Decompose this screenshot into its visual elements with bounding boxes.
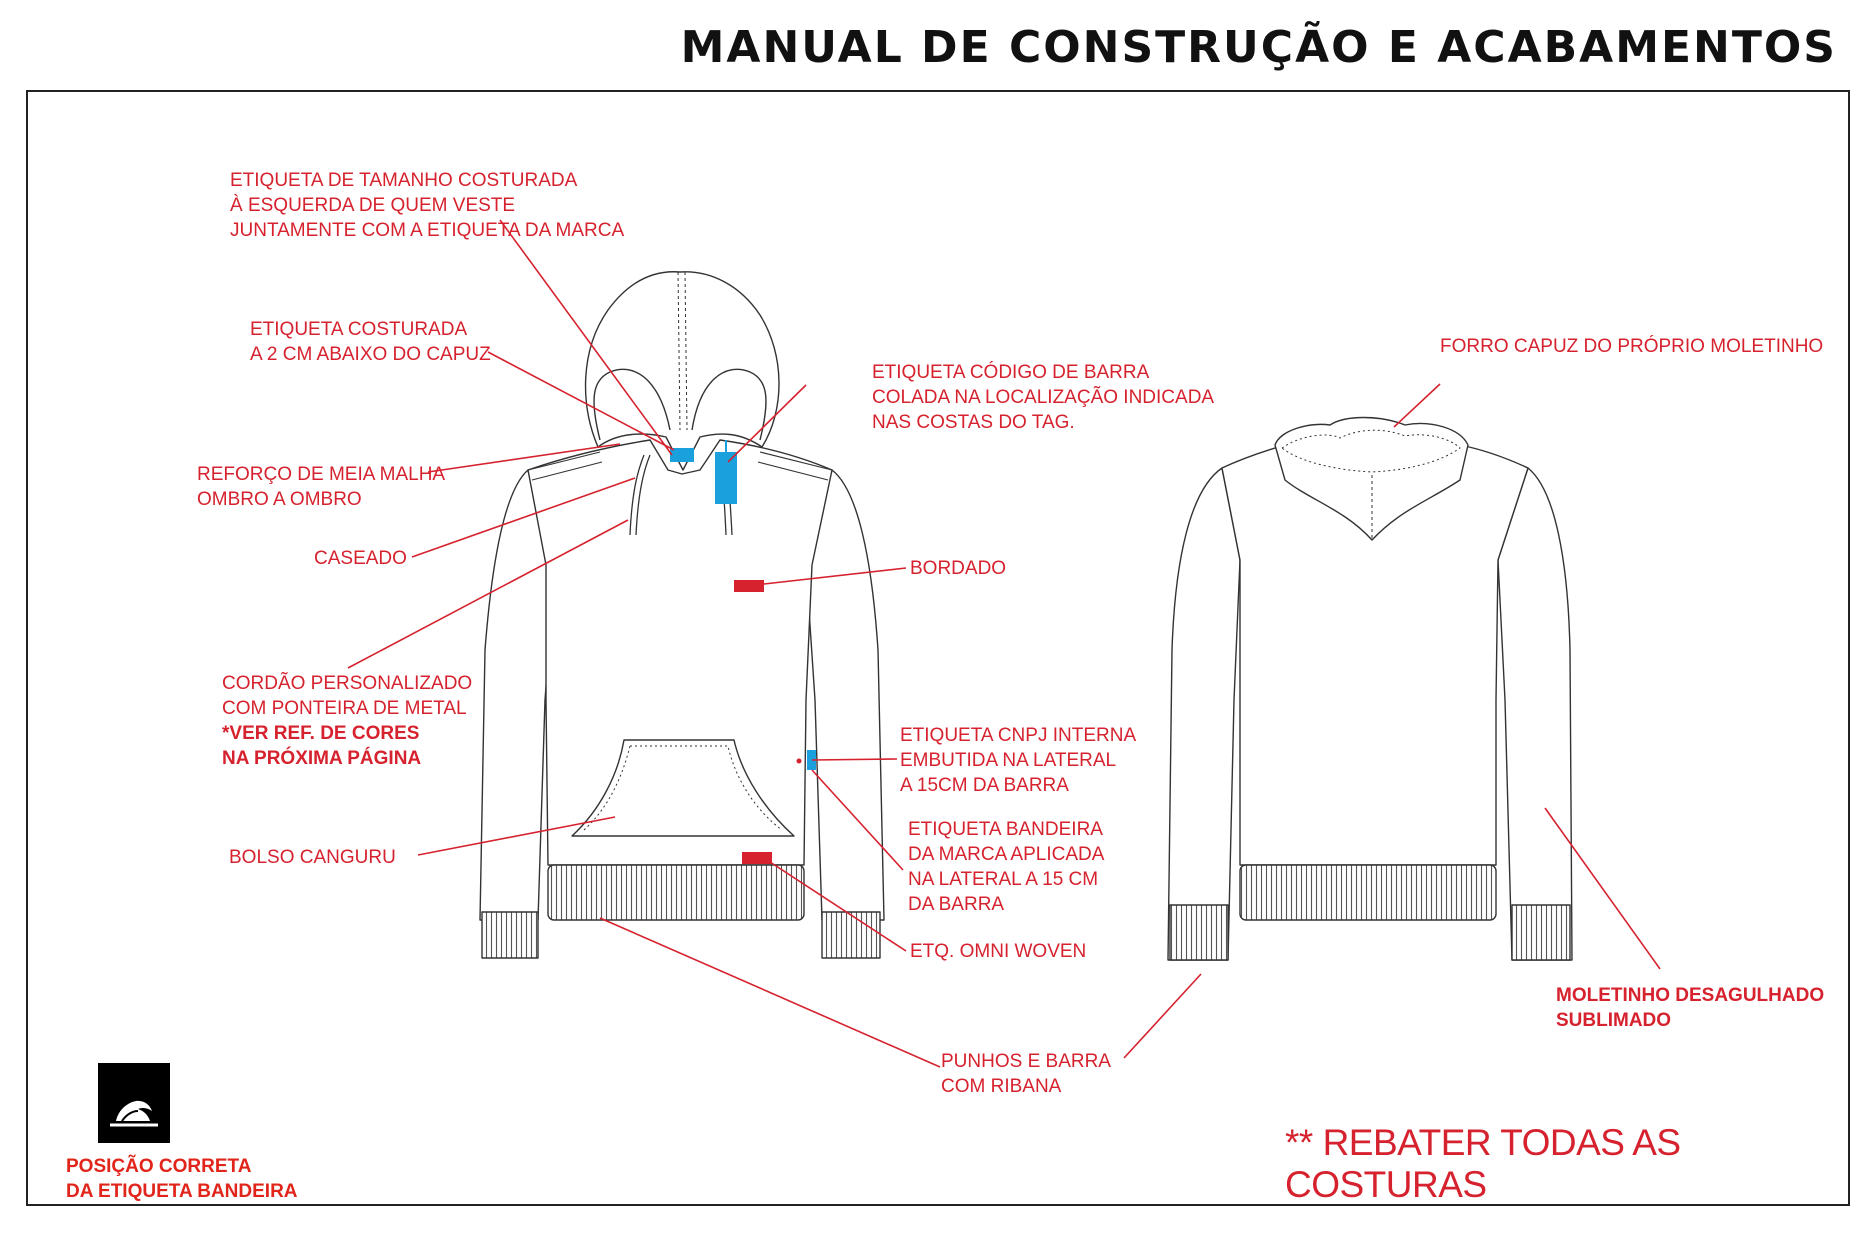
embroidery-marker bbox=[734, 580, 764, 592]
page-title: MANUAL DE CONSTRUÇÃO E ACABAMENTOS bbox=[680, 22, 1837, 73]
front-right-cuff bbox=[822, 912, 880, 958]
annotation-cnpj-label: ETIQUETA CNPJ INTERNA EMBUTIDA NA LATERAL A 15CM DA BARRA bbox=[900, 725, 1137, 796]
back-left-cuff bbox=[1170, 905, 1228, 960]
annotation-barcode-label: ETIQUETA CÓDIGO DE BARRA COLADA NA LOCALIZAÇÃO INDICADA NAS COSTAS DO TAG. bbox=[872, 362, 1215, 433]
annotation-omni-woven: ETQ. OMNI WOVEN bbox=[910, 941, 1087, 962]
back-left-sleeve bbox=[1168, 468, 1240, 960]
front-hem-rib bbox=[548, 865, 804, 920]
annotation-sewn-label: ETIQUETA COSTURADA A 2 CM ABAIXO DO CAPUZ bbox=[250, 319, 491, 365]
back-right-sleeve bbox=[1498, 468, 1572, 960]
front-left-cuff bbox=[482, 912, 538, 958]
annotation-kangaroo-pocket: BOLSO CANGURU bbox=[229, 847, 396, 868]
back-right-cuff bbox=[1512, 905, 1570, 960]
annotation-size-label: ETIQUETA DE TAMANHO COSTURADA À ESQUERDA DE QUEM VESTE JUNTAMENTE COM A ETIQUETA DA MARCA bbox=[230, 170, 625, 241]
annotation-buttonhole: CASEADO bbox=[314, 548, 407, 569]
annotation-drawcord: CORDÃO PERSONALIZADO COM PONTEIRA DE METAL *VER REF. DE CORES NA PRÓXIMA PÁGINA bbox=[222, 673, 473, 769]
front-hoodie bbox=[480, 272, 884, 958]
annotation-reinforcement: REFORÇO DE MEIA MALHA OMBRO A OMBRO bbox=[197, 464, 446, 510]
logo-caption: POSIÇÃO CORRETA DA ETIQUETA BANDEIRA bbox=[66, 1156, 298, 1202]
annotation-embroidery: BORDADO bbox=[910, 558, 1007, 579]
omni-woven-marker bbox=[742, 852, 772, 864]
annotation-cuffs-hem: PUNHOS E BARRA COM RIBANA bbox=[941, 1051, 1111, 1097]
barcode-tag-marker bbox=[715, 452, 737, 504]
back-hem-rib bbox=[1240, 865, 1496, 920]
footer-note: ** REBATER TODAS AS COSTURAS bbox=[1285, 1122, 1681, 1205]
annotation-flag-label: ETIQUETA BANDEIRA DA MARCA APLICADA NA LATERAL A 15 CM DA BARRA bbox=[908, 819, 1105, 915]
back-hoodie bbox=[1168, 418, 1572, 961]
brand-logo bbox=[98, 1063, 170, 1143]
annotation-hood-lining: FORRO CAPUZ DO PRÓPRIO MOLETINHO bbox=[1440, 336, 1824, 357]
annotation-fabric: MOLETINHO DESAGULHADO SUBLIMADO bbox=[1556, 985, 1825, 1031]
wave-mountain-icon bbox=[98, 1063, 170, 1143]
